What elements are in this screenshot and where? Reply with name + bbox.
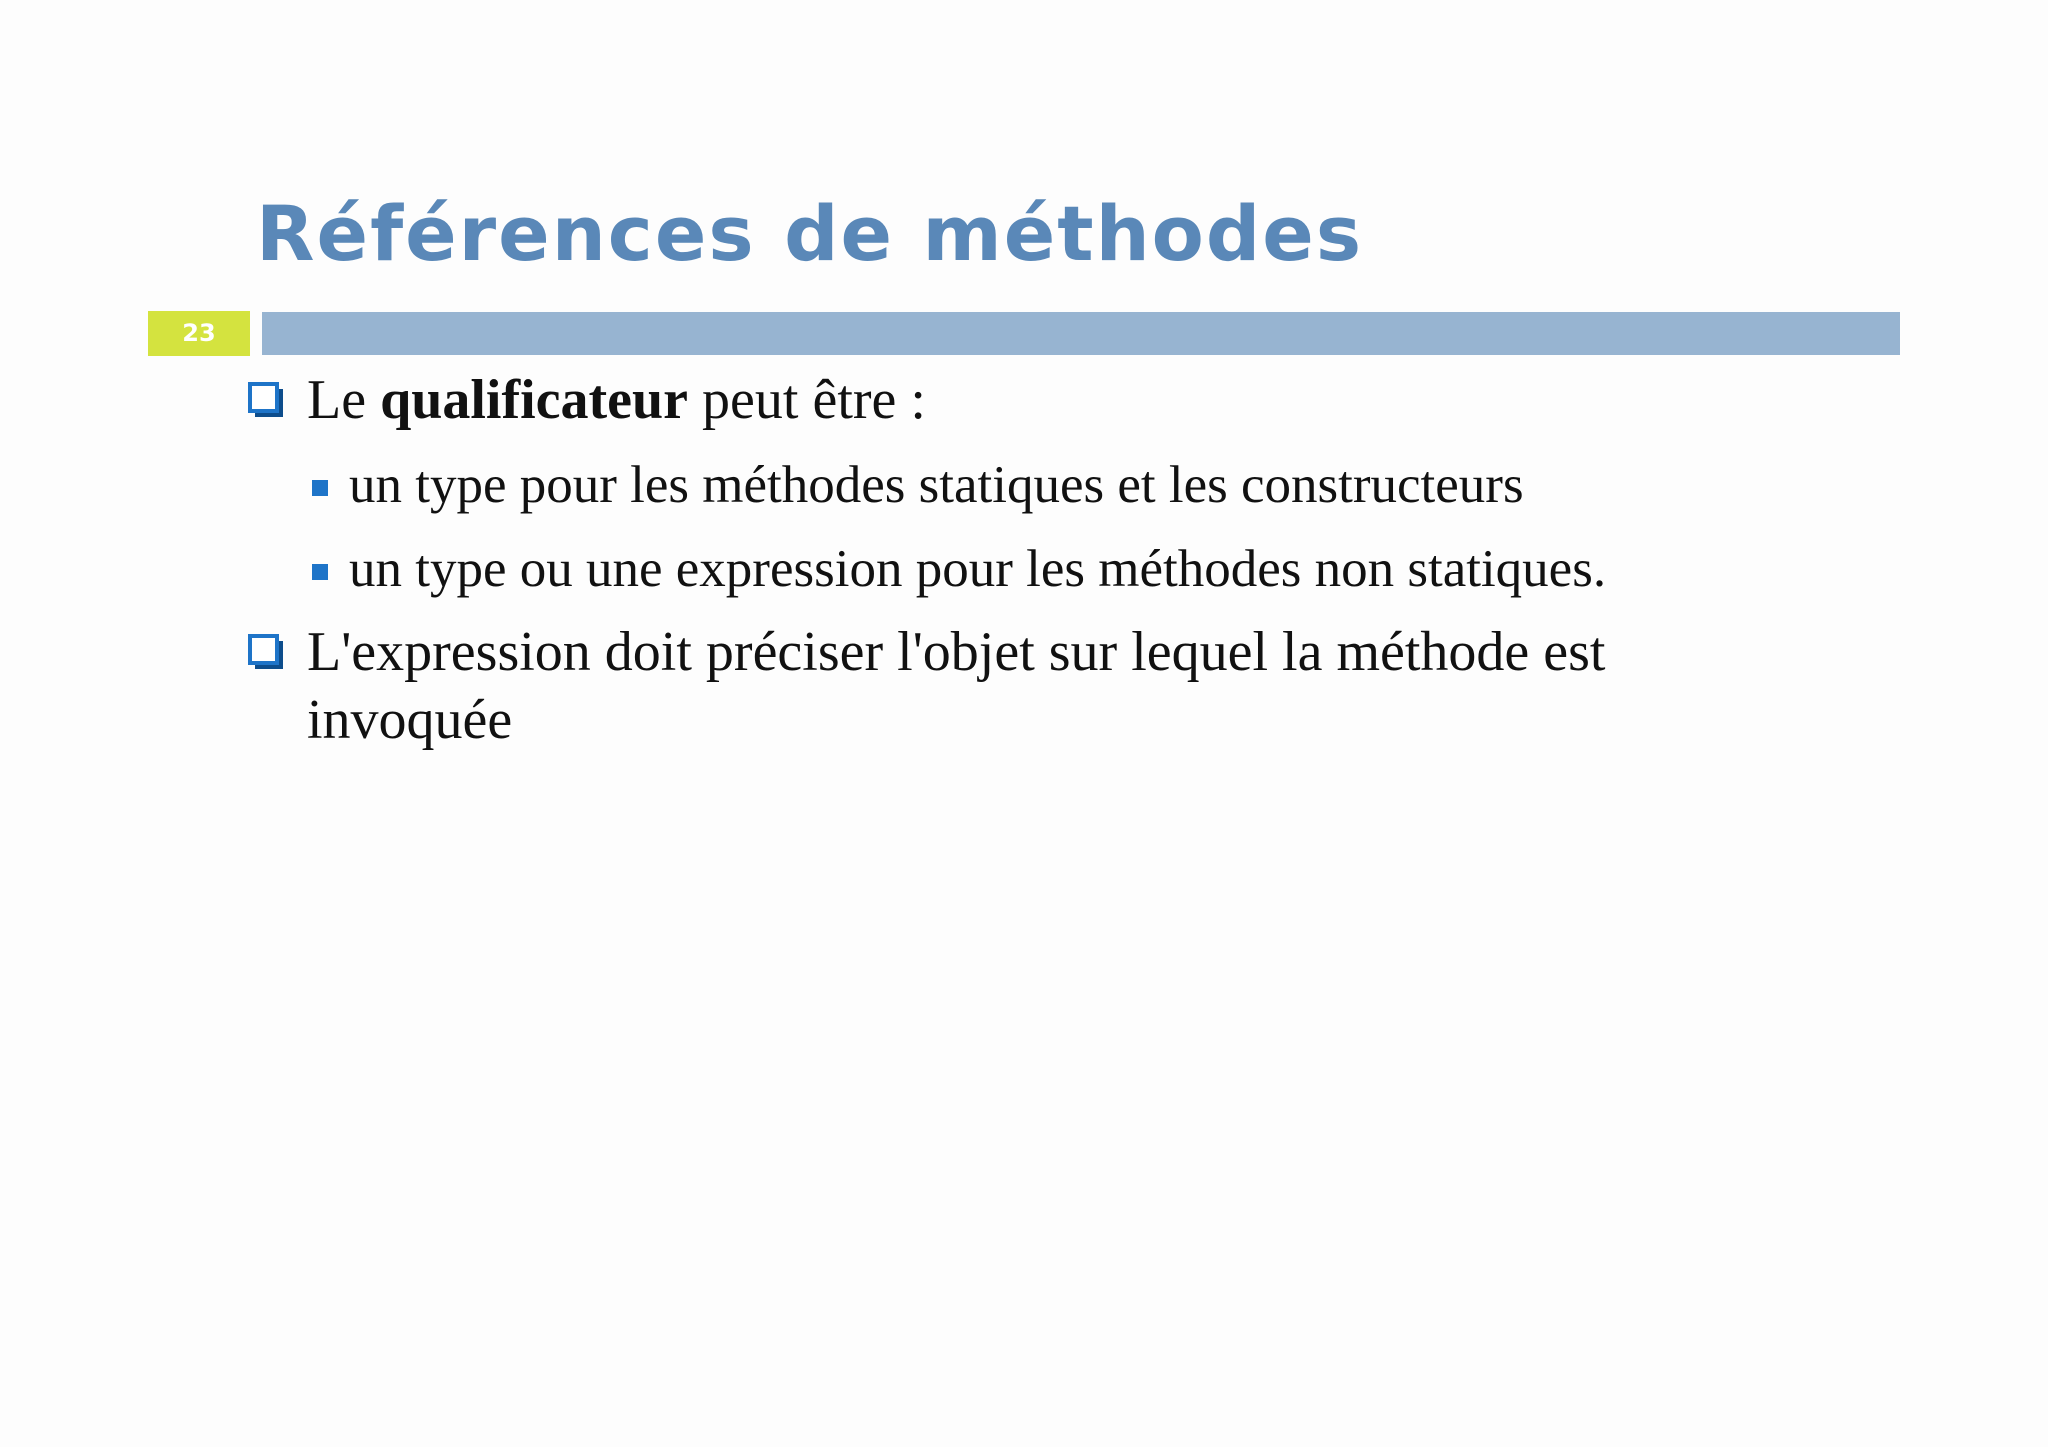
square-bullet-icon — [312, 480, 328, 496]
bullet-text: Le qualificateur peut être : — [307, 369, 926, 431]
bullet-text: L'expression doit préciser l'objet sur lequel la méthode est invoquée — [307, 621, 1606, 751]
sub-bullet-text: un type pour les méthodes statiques et les constructeurs — [349, 456, 1524, 514]
slide-title: Références de méthodes — [256, 189, 1364, 278]
page-number-badge: 23 — [148, 311, 250, 356]
checkbox-bullet-icon — [248, 634, 283, 669]
sub-bullet-text: un type ou une expression pour les méthodes non statiques. — [349, 540, 1607, 598]
checkbox-bullet-icon — [248, 382, 283, 417]
square-bullet-icon — [312, 564, 328, 580]
bold-term: qualificateur — [380, 369, 689, 431]
